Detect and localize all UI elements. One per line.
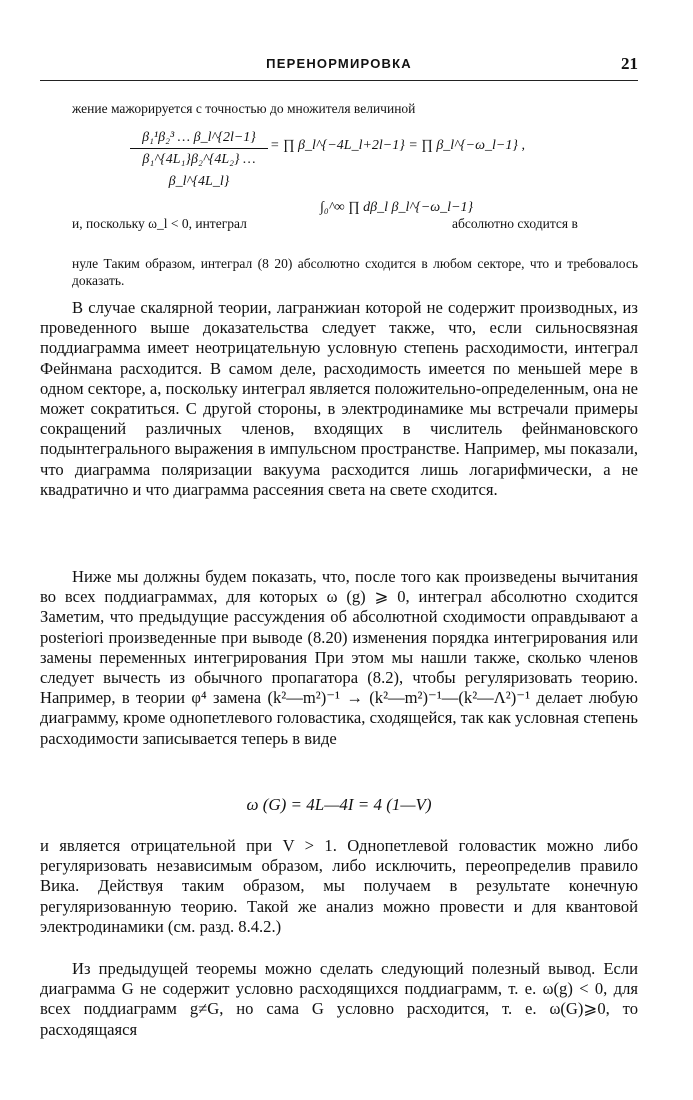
running-title: ПЕРЕНОРМИРОВКА bbox=[266, 56, 412, 71]
formula-divergence-degree: ω (G) = 4L—4I = 4 (1—V) bbox=[246, 795, 432, 814]
paragraph-tadpole: и является отрицательной при V > 1. Однопетлевой головастик можно либо регуляризовать независимым образом, либо исключить, переопределив правило Вика. Действуя таким образом, мы получаем в результате конечную регуляризованную теорию. Такой же анализ можно провести и для квантовой электродинамики (см. разд. 8.4.2.) bbox=[40, 836, 638, 936]
equation-rhs: = ∏ β_l^{−4L_l+2l−1} = ∏ β_l^{−ω_l−1} , bbox=[270, 138, 525, 153]
integral-lead-text: и, поскольку ω_l < 0, интеграл bbox=[72, 216, 247, 231]
equation-numerator: β₁¹β₂³ … β_l^{2l−1} bbox=[142, 130, 256, 145]
page-number: 21 bbox=[621, 54, 638, 73]
integral-tail-text: абсолютно сходится в bbox=[452, 216, 578, 231]
small-text-conclusion: нуле Таким образом, интеграл (8 20) абсолютно сходится в любом секторе, что и требовалось доказать. bbox=[72, 256, 638, 288]
paragraph-subtractions: Ниже мы должны будем показать, что, после того как произведены вычитания во всех поддиаграммах, для которых ω (g) ⩾ 0, интеграл абсолютно сходится Заметим, что предыдущие рассуждения об абсолютной сходимости оправдывают a posteriori произведенные при выводе (8.20) изменения порядка интегрирования или замены переменных интегрирования При этом мы нашли также, сколько членов следует вычесть из обычного пропагатора (8.2), чтобы регуляризовать теорию. Например, в теории φ⁴ замена (k²—m²)⁻¹ → (k²—m²)⁻¹—(k²—Λ²)⁻¹ делает любую диаграмму, кроме однопетлевого головастика, сходящейся, так как условная степень расходимости записывается теперь в виде bbox=[40, 567, 638, 748]
page-header bbox=[40, 56, 638, 82]
equation-product-bound bbox=[130, 128, 570, 189]
paragraph-scalar-theory: В случае скалярной теории, лагранжиан которой не содержит производных, из проведенного выше доказательства следует также, что, если сильносвязная поддиаграмма имеет неотрицательную условную степень расходимости, интеграл Фейнмана расходится. В самом деле, расходимость имеется по меньшей мере в одном секторе, а, поскольку интеграл является положительно-определенным, она не может сократиться. С другой стороны, в электродинамике мы встречали примеры сокращений различных членов, входящих в числитель фейнмановского подынтегрального выражения в импульсном пространстве. Например, мы показали, что диаграмма поляризации вакуума расходится лишь логарифмически, а не квадратично и что диаграмма рассеяния света на свете сходится. bbox=[40, 298, 638, 499]
equation-denominator: β₁^{4L₁}β₂^{4L₂} … β_l^{4L_l} bbox=[130, 148, 268, 171]
paragraph-conclusion: Из предыдущей теоремы можно сделать следующий полезный вывод. Если диаграмма G не содержит условно расходящихся поддиаграмм, т. е. ω(g) < 0, для всех поддиаграмм g≠G, но сама G условно расходится, т. е. ω(G)⩾0, то расходящаяся bbox=[40, 959, 638, 1039]
equation-fraction bbox=[130, 128, 268, 189]
integral-line bbox=[72, 200, 638, 250]
integral-expression: ∫₀^∞ ∏ dβ_l β_l^{−ω_l−1} bbox=[320, 200, 474, 215]
header-rule bbox=[40, 80, 638, 81]
small-text-line1: жение мажорируется с точностью до множителя величиной bbox=[72, 101, 416, 116]
